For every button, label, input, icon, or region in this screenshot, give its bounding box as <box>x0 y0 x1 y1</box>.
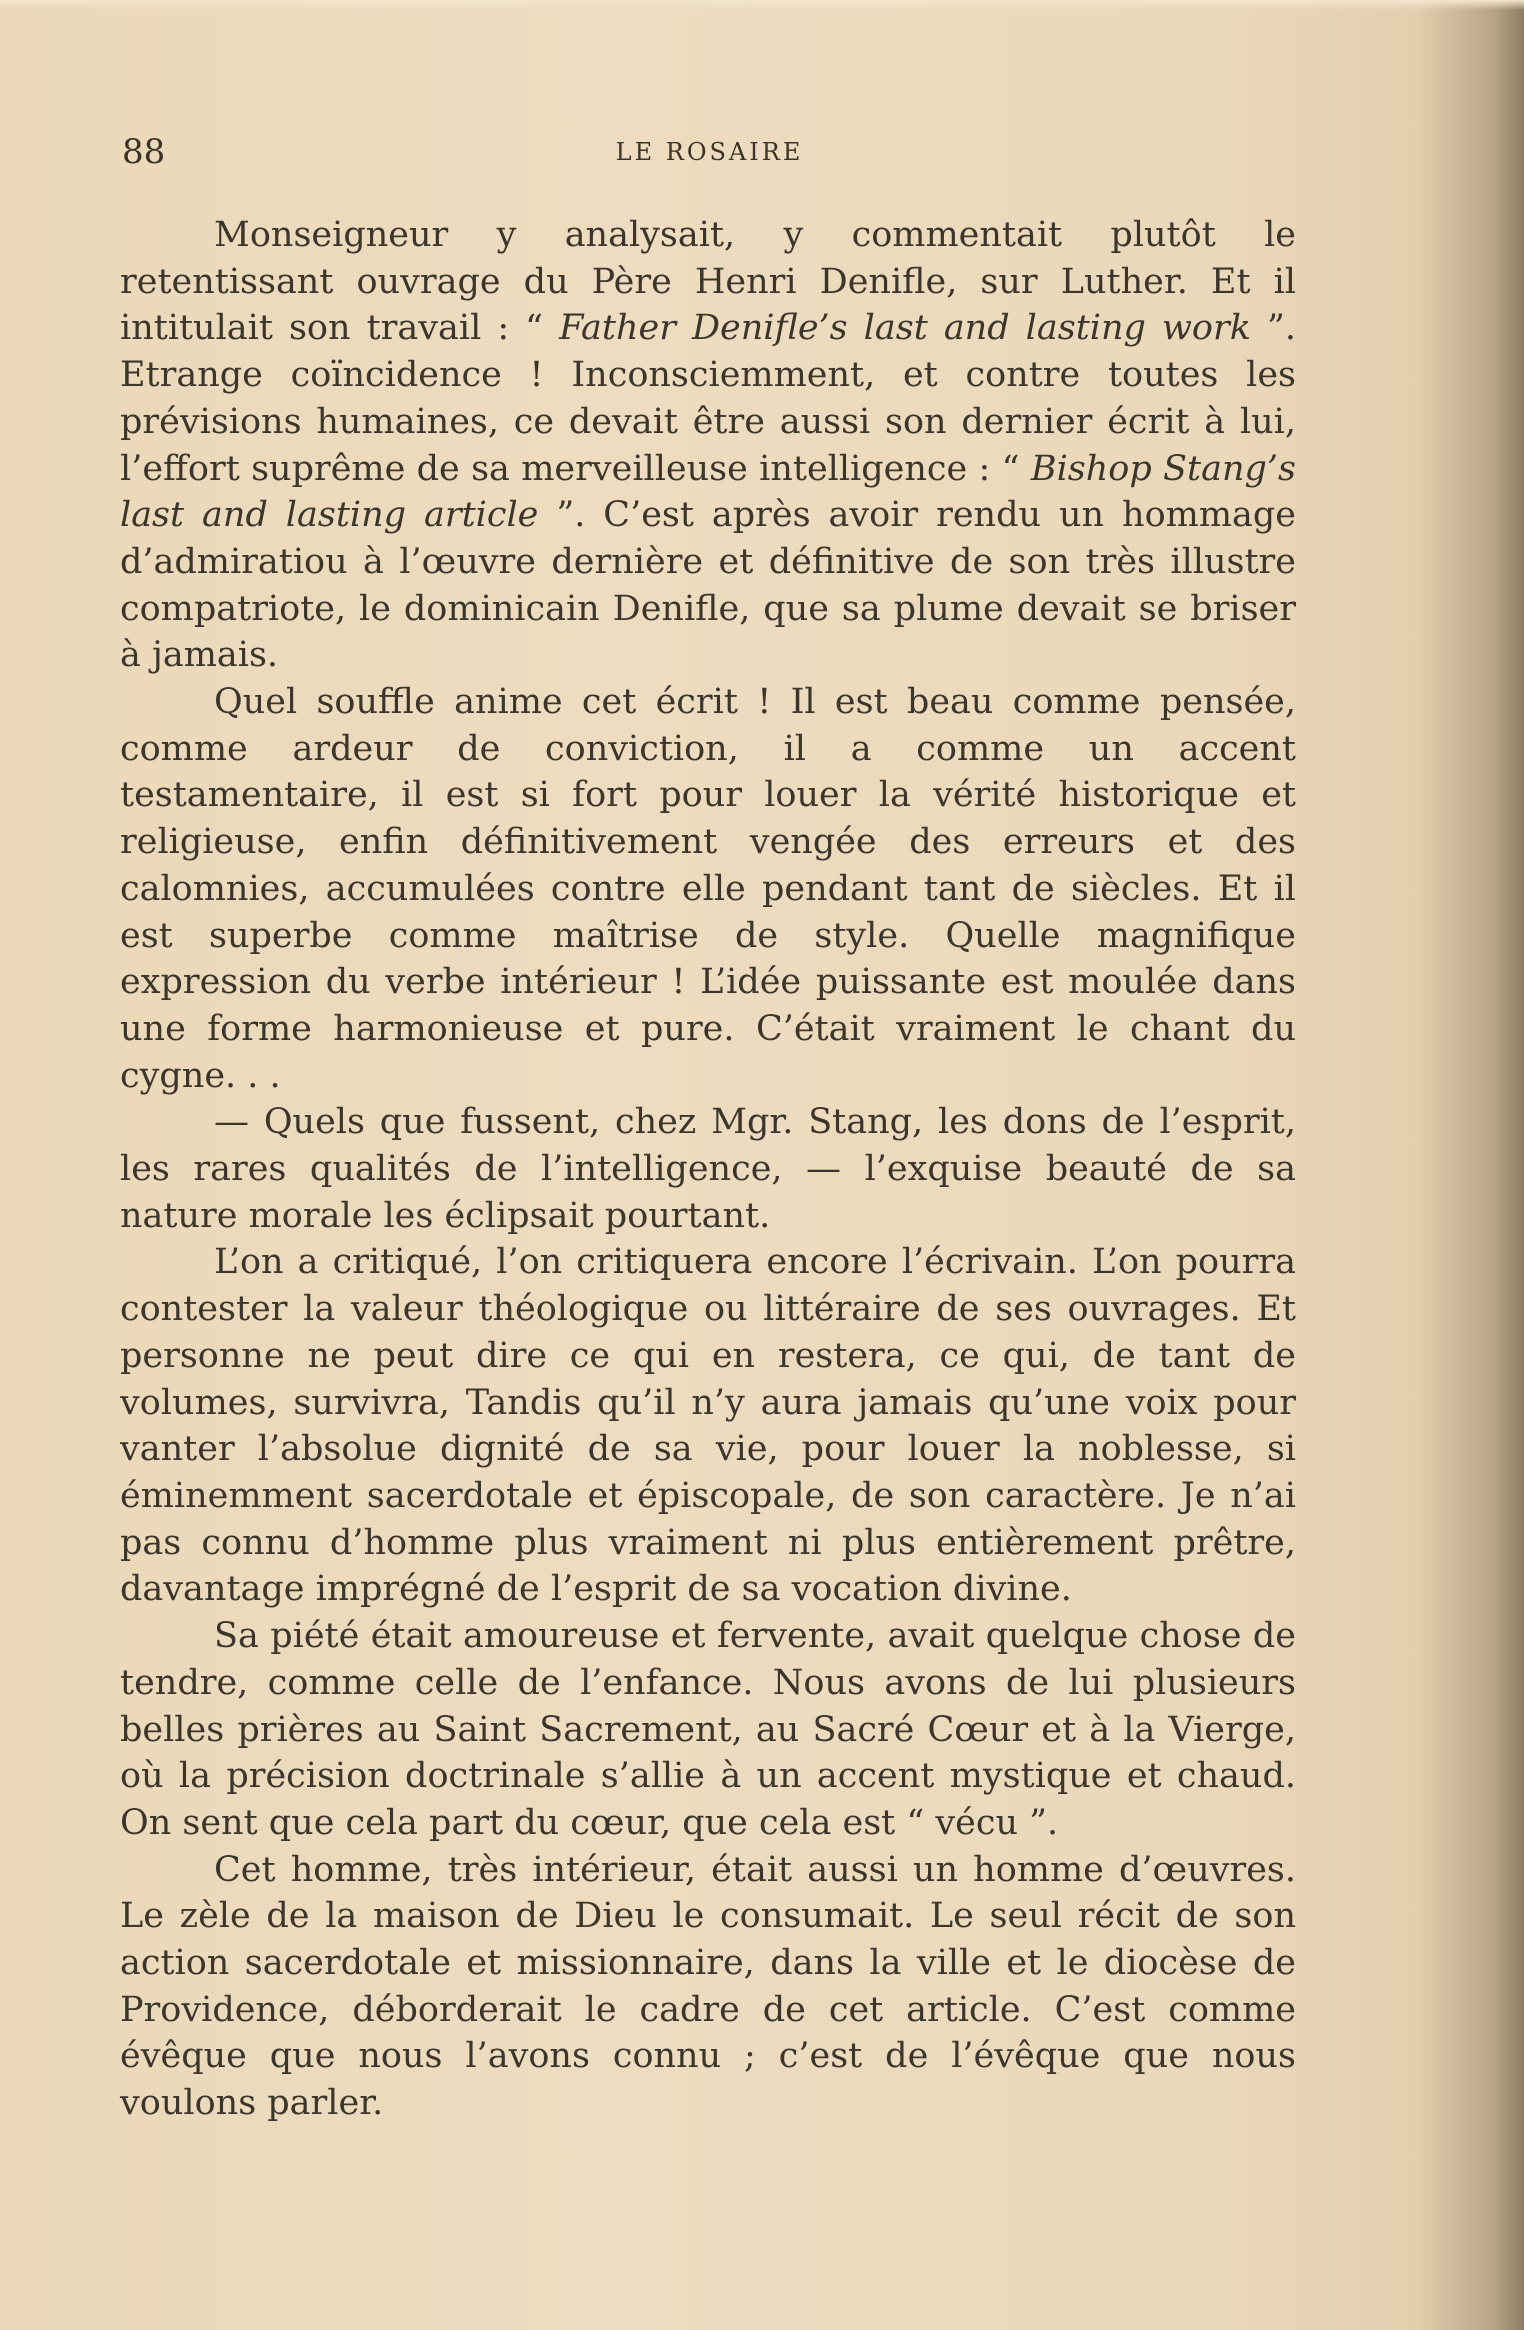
paragraph-5: Sa piété était amoureuse et fervente, avait quelque chose de tendre, comme celle de l’enfance. Nous avons de lui plusieurs belles prières au Saint Sacrement, au Sacré Cœur et à la Vierge, où la précision doctrinale s’allie à un accent mystique et chaud. On sent que cela part du cœur, que cela est “ vécu ”. <box>120 1616 1296 1843</box>
paragraph-4: L’on a critiqué, l’on critiquera encore l’écrivain. L’on pourra contester la valeur théologique ou littéraire de ses ouvrages. Et personne ne peut dire ce qui en restera, ce qui, de tant de volumes, survivra, Tandis qu’il n’y aura jamais qu’une voix pour vanter l’absolue dignité de sa vie, pour louer la noblesse, si éminemment sacerdotale et épiscopale, de son caractère. Je n’ai pas connu d’homme plus vraiment ni plus entièrement prêtre, davantage imprégné de l’esprit de sa vocation divine. <box>120 1242 1296 1610</box>
paragraph-1-text-c: ”. C’est après avoir rendu un hommage d’admiratiou à l’œuvre dernière et définitive de son très illustre compatriote, le dominicain Denifle, que sa plume devait se briser à jamais. <box>120 495 1296 676</box>
page-top-edge <box>0 0 1524 10</box>
running-title: LE ROSAIRE <box>615 138 804 166</box>
page-header <box>122 132 1297 172</box>
paragraph-2: Quel souffle anime cet écrit ! Il est beau comme pensée, comme ardeur de conviction, il a comme un accent testamentaire, il est si fort pour louer la vérité historique et religieuse, enfin définitivement vengée des erreurs et des calomnies, accumulées contre elle pendant tant de siècles. Et il est superbe comme maîtrise de style. Quelle magnifique expression du verbe intérieur ! L’idée puissante est moulée dans une forme harmonieuse et pure. C’était vraiment le chant du cygne. . . <box>120 682 1296 1096</box>
paragraph-1-title-denifle: Father Denifle’s last and lasting work <box>559 308 1251 349</box>
paragraph-1-text-a: Monseigneur y analysait, y commentait plutôt le retentissant ouvrage du Père Henri Denifle, sur Luther. Et il intitulait son travail : “ <box>120 215 1296 349</box>
paragraph-1 <box>120 212 1296 679</box>
paragraph-1-text-b: ”. Etrange coïncidence ! Inconsciemment, et contre toutes les prévisions humaines, ce devait être aussi son dernier écrit à lui, l’effort suprême de sa merveilleuse intelligence : “ <box>120 308 1296 489</box>
paragraph-6: Cet homme, très intérieur, était aussi un homme d’œuvres. Le zèle de la maison de Dieu le consumait. Le seul récit de son action sacerdotale et missionnaire, dans la ville et le diocèse de Providence, déborderait le cadre de cet article. C’est comme évêque que nous l’avons connu ; c’est de l’évêque que nous voulons parler. <box>120 1849 1296 2124</box>
paragraph-1-title-stang: Bishop Stang’s last and lasting article <box>120 448 1296 536</box>
paragraph-3: — Quels que fussent, chez Mgr. Stang, les dons de l’esprit, les rares qualités de l’intelligence, — l’exquise beauté de sa nature morale les éclipsait pourtant. <box>120 1102 1296 1236</box>
page-number: 88 <box>122 132 166 172</box>
article-body <box>120 212 1296 2127</box>
